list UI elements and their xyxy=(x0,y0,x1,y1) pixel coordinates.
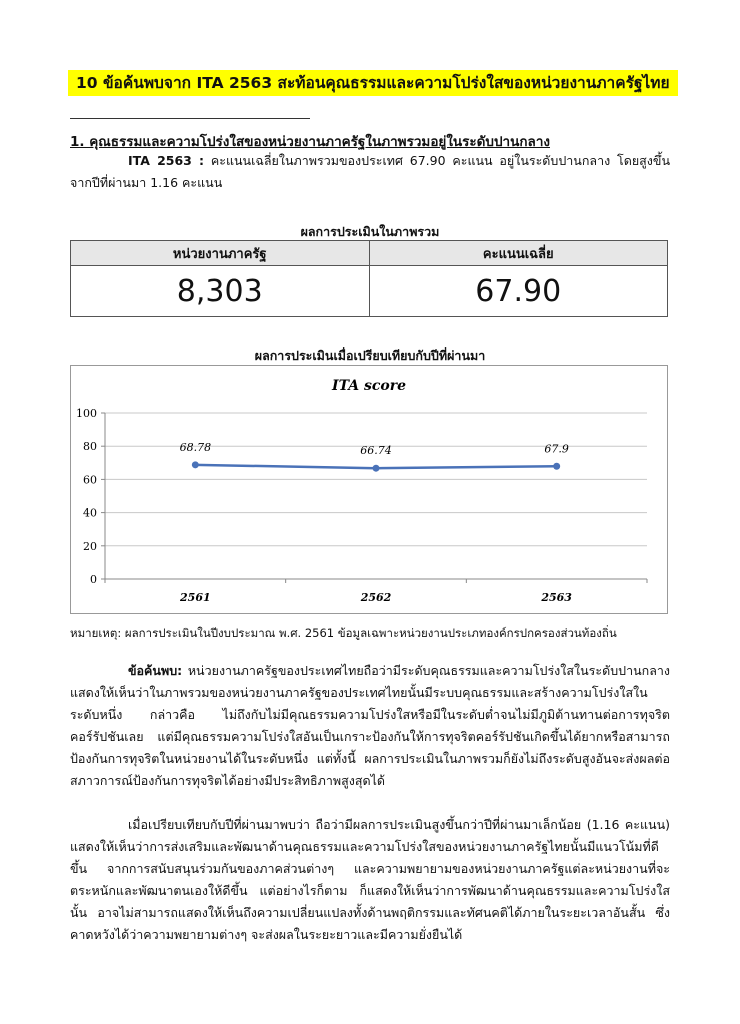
header-agency: หน่วยงานภาครัฐ xyxy=(71,241,370,266)
summary-caption: ผลการประเมินในภาพรวม xyxy=(300,224,440,239)
value-agency-count: 8,303 xyxy=(71,266,370,317)
data-label: 67.9 xyxy=(544,442,569,456)
finding-label: ข้อค้นพบ: xyxy=(128,663,183,678)
data-point xyxy=(192,461,199,468)
finding-paragraph-1 xyxy=(70,660,670,792)
y-tick-label: 40 xyxy=(83,506,97,520)
summary-table xyxy=(70,240,668,317)
y-tick-label: 0 xyxy=(90,573,97,586)
chart-title: ITA score xyxy=(332,378,406,394)
chart-series xyxy=(180,441,569,472)
finding-text-1: หน่วยงานภาครัฐของประเทศไทยถือว่ามีระดับคุณธรรมและความโปร่งใสในระดับปานกลาง แสดงให้เห็นว่าในภาพรวมของหน่วยงานภาครัฐของประเทศไทยนั้นมีระบบคุณธรรมและสร้างความโปร่งใสในระดับหนึ่ง กล่าวคือ ไม่ถึงกับไม่มีคุณธรรมความโปร่งใสหรือมีในระดับต่ำจนไม่มีภูมิต้านทานต่อการทุจริตคอร์รัปชันเลย แต่มีคุณธรรมความโปร่งใสอันเป็นเกราะป้องกันให้การทุจริตคอร์รัปชันเกิดขึ้นได้ยากหรือสามารถป้องกันการทุจริตในหน่วยงานได้ในระดับหนึ่ง แต่ทั้งนี้ ผลการประเมินในภาพรวมก็ยังไม่ถึงระดับสูงอันจะส่งผลต่อสภาวการณ์ป้องกันการทุจริตได้อย่างมีประสิทธิภาพสูงสุดได้ xyxy=(70,663,670,788)
data-point xyxy=(373,465,380,472)
comparison-caption: ผลการประเมินเมื่อเปรียบเทียบกับปีที่ผ่านมา xyxy=(254,348,486,363)
x-tick-label: 2561 xyxy=(180,591,211,604)
finding-text-2: เมื่อเปรียบเทียบกับปีที่ผ่านมาพบว่า ถือว่ามีผลการประเมินสูงขึ้นกว่าปีที่ผ่านมาเล็กน้อย (1.16 คะแนน) แสดงให้เห็นว่าการส่งเสริมและพัฒนาด้านคุณธรรมและความโปร่งใสของหน่วยงานภาครัฐไทยนั้นมีแนวโน้มที่ดีขึ้น จากการสนับสนุนร่วมกันของภาคส่วนต่างๆ และความพยายามของหน่วยงานภาครัฐแต่ละหน่วยงานที่จะตระหนักและพัฒนาตนเองให้ดีขึ้น แต่อย่างไรก็ตาม ก็แสดงให้เห็นว่าการพัฒนาด้านคุณธรรมและความโปร่งใสนั้น อาจไม่สามารถแสดงให้เห็นถึงความเปลี่ยนแปลงทั้งด้านพฤติกรรมและทัศนคติได้ภายในระยะเวลาอันสั้น ซึ่งคาดหวังได้ว่าความพยายามต่างๆ จะส่งผลในระยะยาวและมีความยั่งยืนได้ xyxy=(70,817,670,942)
lead-bold: ITA 2563 : xyxy=(128,153,205,168)
data-label: 66.74 xyxy=(360,444,392,458)
y-tick-label: 60 xyxy=(83,473,97,487)
ita-score-chart xyxy=(70,365,668,614)
data-label: 68.78 xyxy=(179,440,212,454)
chart-grid xyxy=(105,413,647,546)
y-tick-label: 80 xyxy=(83,440,97,454)
chart-svg xyxy=(71,366,667,613)
header-average: คะแนนเฉลี่ย xyxy=(369,241,668,266)
value-average-score: 67.90 xyxy=(369,266,668,317)
x-tick-label: 2562 xyxy=(360,591,392,604)
lead-text: คะแนนเฉลี่ยในภาพรวมของประเทศ 67.90 คะแนน อยู่ในระดับปานกลาง โดยสูงขึ้นจากปีที่ผ่านมา 1.16 คะแนน xyxy=(70,153,670,190)
finding-paragraph-2 xyxy=(70,814,670,946)
section-lead-paragraph xyxy=(70,150,670,194)
document-title: 10 ข้อค้นพบจาก ITA 2563 สะท้อนคุณธรรมและความโปร่งใสของหน่วยงานภาครัฐไทย xyxy=(68,70,678,96)
y-tick-label: 20 xyxy=(83,539,97,553)
data-point xyxy=(553,463,560,470)
x-tick-label: 2563 xyxy=(541,591,572,604)
chart-note: หมายเหตุ: ผลการประเมินในปีงบประมาณ พ.ศ. 2561 ข้อมูลเฉพาะหน่วยงานประเภทองค์กรปกครองส่วนท้องถิ่น xyxy=(70,626,617,640)
title-divider xyxy=(70,118,310,119)
section-heading: 1. คุณธรรมและความโปร่งใสของหน่วยงานภาครัฐในภาพรวมอยู่ในระดับปานกลาง xyxy=(70,134,550,150)
chart-axes xyxy=(76,407,647,604)
y-tick-label: 100 xyxy=(76,407,97,420)
